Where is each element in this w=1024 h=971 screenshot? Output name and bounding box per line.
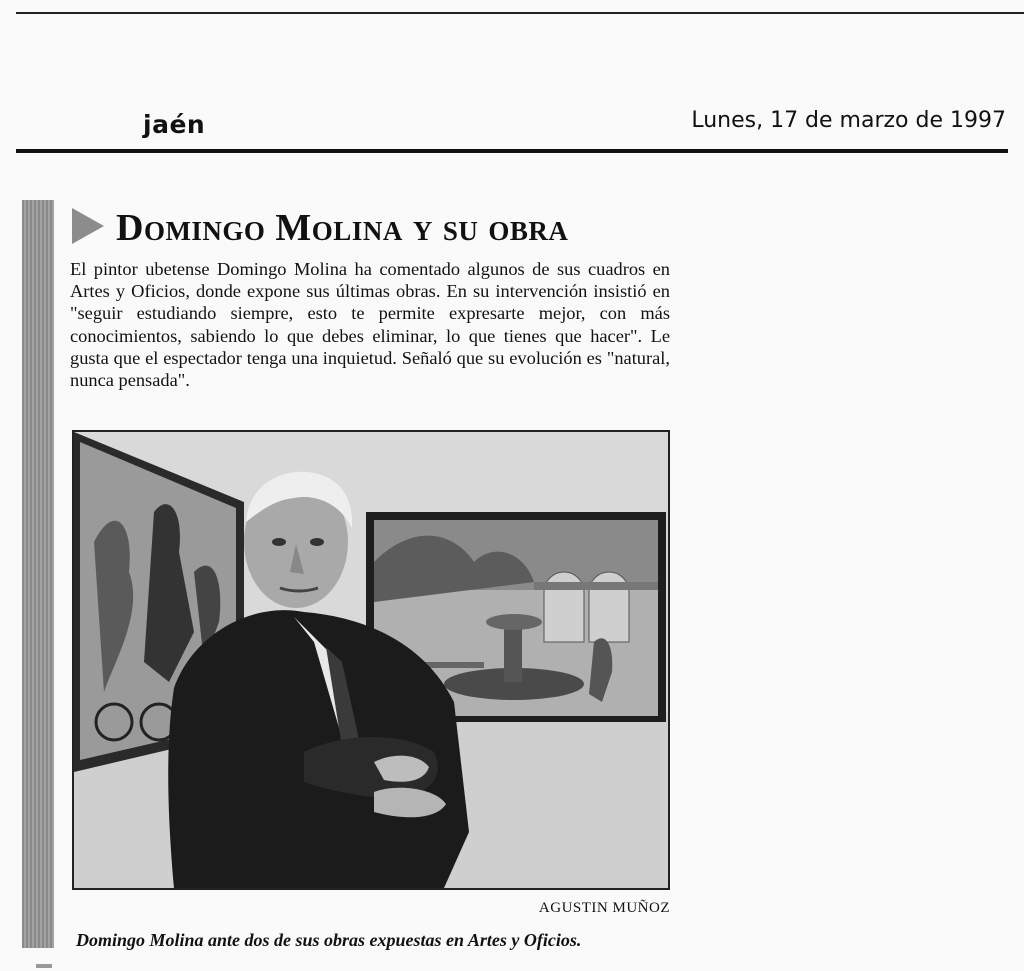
photo-caption: Domingo Molina ante dos de sus obras expuestas en Artes y Oficios. [76,930,582,950]
photo-credit: AGUSTIN MUÑOZ [538,900,670,916]
article-headline: Domingo Molina y su obra [116,207,569,249]
top-rule [16,12,1024,14]
headline-arrow-icon [72,208,104,244]
article-photo [72,430,670,890]
photo-illustration [74,432,668,888]
article-body: El pintor ubetense Domingo Molina ha comentado algunos de sus cuadros en Artes y Oficios, donde expone sus últimas obras. En su intervención insistió en "seguir estudiando siempre, esto te permite expresarte mejor, con más conocimientos, sabiendo lo que debes eliminar, lo que tienes que hacer". Le gusta que el espectador tenga una inquietud. Señaló que su evolución es "natural, nunca pensada". [70,259,670,391]
publication-date: Lunes, 17 de marzo de 1997 [691,108,1006,133]
side-bar-foot [36,964,52,968]
side-bar-decoration [22,200,54,948]
header-rule [16,149,1008,153]
section-name: jaén [143,110,206,139]
